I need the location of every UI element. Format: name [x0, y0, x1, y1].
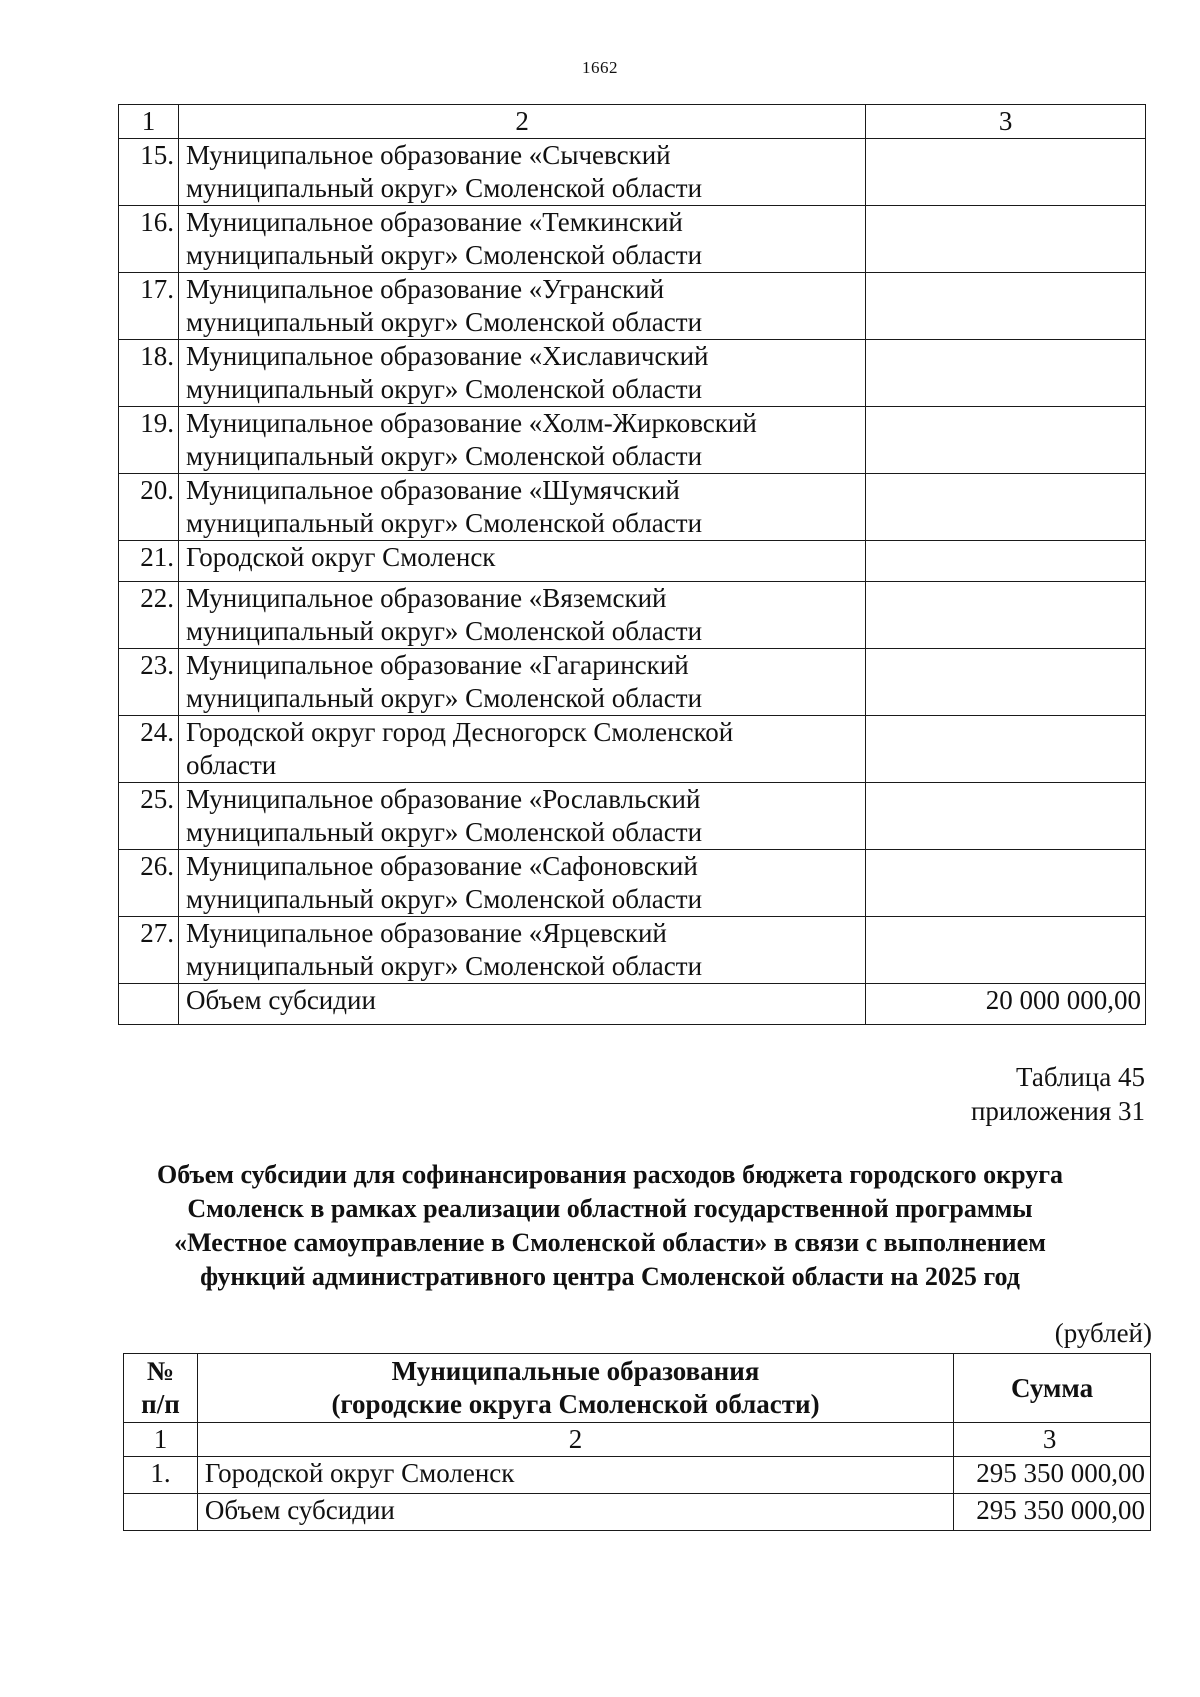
row-sum [866, 340, 1146, 407]
table-title-line: Смоленск в рамках реализации областной государственной программы [187, 1194, 1033, 1223]
table-row [119, 582, 1146, 649]
column-index-2: 2 [197, 1423, 953, 1457]
table-row [119, 273, 1146, 340]
table-title-line: Объем субсидии для софинансирования расходов бюджета городского округа [156, 1160, 1064, 1189]
row-name [178, 850, 865, 917]
row-name-line: Муниципальное образование «Вяземский [185, 583, 667, 613]
row-name-line: муниципальный округ» Смоленской области [185, 508, 703, 538]
header-sum: Сумма [954, 1354, 1151, 1423]
row-sum [866, 273, 1146, 340]
row-name [178, 139, 865, 206]
table-row [119, 850, 1146, 917]
total-row [124, 1494, 1151, 1531]
row-number: 16. [119, 206, 179, 273]
row-name-line: Городской округ Смоленск [185, 542, 496, 572]
table-caption-appendix: приложения 31 [970, 1096, 1145, 1126]
row-number: 21. [119, 541, 179, 582]
table-row [119, 340, 1146, 407]
row-sum [866, 407, 1146, 474]
row-name-line: муниципальный округ» Смоленской области [185, 307, 703, 337]
column-index-3: 3 [954, 1423, 1151, 1457]
row-sum [866, 850, 1146, 917]
row-name-line: муниципальный округ» Смоленской области [185, 173, 703, 203]
row-name-line: муниципальный округ» Смоленской области [185, 683, 703, 713]
row-name-line: Муниципальное образование «Рославльский [185, 784, 701, 814]
row-sum: 295 350 000,00 [954, 1457, 1151, 1494]
header-name-line: (городские округа Смоленской области) [331, 1389, 820, 1419]
row-name-line: Муниципальное образование «Хиславичский [185, 341, 709, 371]
row-number: 19. [119, 407, 179, 474]
row-name-line: муниципальный округ» Смоленской области [185, 240, 703, 270]
table-header-row [119, 105, 1146, 139]
row-number: 27. [119, 917, 179, 984]
row-name [178, 340, 865, 407]
row-name-line: муниципальный округ» Смоленской области [185, 374, 703, 404]
row-name: Городской округ Смоленск [197, 1457, 953, 1494]
row-name-line: Муниципальное образование «Угранский [185, 274, 665, 304]
row-name-line: Муниципальное образование «Сафоновский [185, 851, 698, 881]
row-name-line: Муниципальное образование «Сычевский [185, 140, 671, 170]
row-name-line: области [185, 750, 277, 780]
table-row [119, 917, 1146, 984]
header-num [124, 1354, 198, 1423]
header-num-line: п/п [141, 1389, 180, 1419]
table-row [124, 1457, 1151, 1494]
row-number: 18. [119, 340, 179, 407]
total-row [119, 984, 1146, 1025]
row-name [178, 407, 865, 474]
row-name [178, 474, 865, 541]
row-sum [866, 582, 1146, 649]
row-number: 1. [124, 1457, 198, 1494]
table-row [119, 407, 1146, 474]
row-name-line: муниципальный округ» Смоленской области [185, 616, 703, 646]
row-number: 25. [119, 783, 179, 850]
column-index-1: 1 [119, 105, 179, 139]
table-title-line: «Местное самоуправление в Смоленской области» в связи с выполнением [174, 1228, 1046, 1257]
row-name-line: Городской округ город Десногорск Смоленской [185, 717, 734, 747]
column-index-row [124, 1423, 1151, 1457]
row-name [178, 206, 865, 273]
row-name [178, 273, 865, 340]
table-row [119, 139, 1146, 206]
table-row [119, 206, 1146, 273]
row-sum [866, 649, 1146, 716]
header-name [197, 1354, 953, 1423]
row-sum [866, 541, 1146, 582]
table-row [119, 716, 1146, 783]
row-name-line: муниципальный округ» Смоленской области [185, 441, 703, 471]
units-label: (рублей) [1054, 1318, 1152, 1348]
row-sum [866, 783, 1146, 850]
column-index-1: 1 [124, 1423, 198, 1457]
row-name-line: муниципальный округ» Смоленской области [185, 951, 703, 981]
column-index-2: 2 [178, 105, 865, 139]
row-name-line: Муниципальное образование «Холм-Жирковский [185, 408, 757, 438]
row-number: 22. [119, 582, 179, 649]
row-sum [866, 917, 1146, 984]
header-name-line: Муниципальные образования [391, 1356, 760, 1386]
row-sum [866, 474, 1146, 541]
row-name-line: Муниципальное образование «Шумячский [185, 475, 680, 505]
total-label: Объем субсидии [178, 984, 865, 1025]
total-label: Объем субсидии [197, 1494, 953, 1531]
row-name-line: муниципальный округ» Смоленской области [185, 817, 703, 847]
row-name-line: Муниципальное образование «Ярцевский [185, 918, 667, 948]
row-name [178, 649, 865, 716]
subsidy-table-continued [118, 104, 1146, 1025]
table-row [119, 649, 1146, 716]
row-sum [866, 206, 1146, 273]
table-row [119, 783, 1146, 850]
row-sum [866, 716, 1146, 783]
row-name [178, 716, 865, 783]
page-number: 1662 [582, 58, 618, 77]
column-index-3: 3 [866, 105, 1146, 139]
table-title-line: функций административного центра Смоленской области на 2025 год [200, 1262, 1020, 1291]
total-sum: 295 350 000,00 [954, 1494, 1151, 1531]
subsidy-table-45 [123, 1353, 1151, 1531]
row-name [178, 541, 865, 582]
row-number: 23. [119, 649, 179, 716]
row-name-line: муниципальный округ» Смоленской области [185, 884, 703, 914]
total-sum: 20 000 000,00 [866, 984, 1146, 1025]
row-number: 24. [119, 716, 179, 783]
row-number: 26. [119, 850, 179, 917]
table-row [119, 541, 1146, 582]
row-name [178, 917, 865, 984]
row-number: 15. [119, 139, 179, 206]
table-caption-number: Таблица 45 [1016, 1062, 1145, 1092]
row-sum [866, 139, 1146, 206]
row-name-line: Муниципальное образование «Темкинский [185, 207, 683, 237]
row-name [178, 582, 865, 649]
row-number: 20. [119, 474, 179, 541]
header-num-line: № [146, 1356, 175, 1386]
row-number: 17. [119, 273, 179, 340]
table-header-row [124, 1354, 1151, 1423]
table-row [119, 474, 1146, 541]
total-num-cell [124, 1494, 198, 1531]
row-name [178, 783, 865, 850]
total-num-cell [119, 984, 179, 1025]
row-name-line: Муниципальное образование «Гагаринский [185, 650, 689, 680]
table-title [110, 1158, 1110, 1294]
